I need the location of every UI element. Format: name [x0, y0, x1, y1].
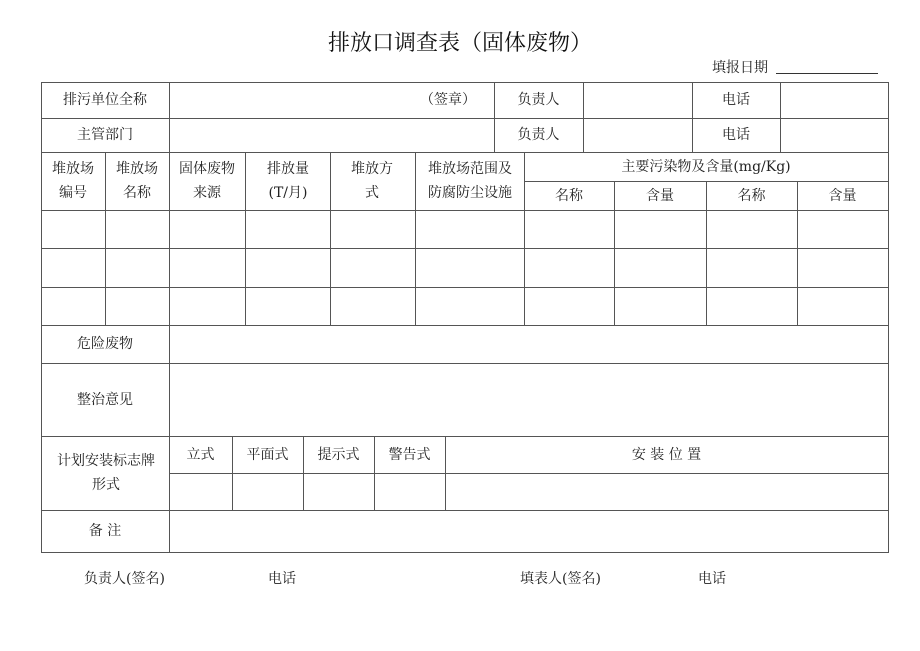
responsible-field[interactable]	[584, 83, 692, 118]
table-row[interactable]	[42, 249, 888, 287]
phone-field[interactable]	[781, 83, 888, 118]
sign-option-notice: 提示式	[317, 446, 360, 463]
col-waste-source: 固体废物来源	[179, 161, 235, 201]
col-pollutant-name-2: 名称	[737, 187, 766, 204]
department-field[interactable]	[170, 119, 494, 152]
col-main-pollutants: 主要污染物及含量(mg/Kg)	[621, 158, 791, 175]
phone-label-2: 电话	[722, 127, 750, 143]
sign-plan-label: 计划安装标志牌形式	[57, 453, 155, 493]
footer-responsible-sign: 负责人(签名)	[84, 571, 165, 587]
col-discharge-amount: 排放量(T/月)	[267, 161, 309, 201]
col-pollutant-content-2: 含量	[828, 187, 857, 204]
install-location-field[interactable]	[446, 474, 888, 510]
phone-label: 电话	[722, 92, 750, 108]
responsible-label-2: 负责人	[517, 127, 560, 143]
footer-phone: 电话	[268, 571, 296, 587]
responsible-field-2[interactable]	[584, 119, 692, 152]
sign-option-vertical: 立式	[186, 446, 215, 463]
department-label: 主管部门	[77, 127, 133, 143]
col-pollutant-content-1: 含量	[646, 187, 674, 204]
unit-full-name-field[interactable]	[170, 83, 420, 118]
footer-filler-sign: 填表人(签名)	[520, 571, 601, 587]
col-pollutant-name-1: 名称	[555, 187, 583, 204]
sign-option-vertical-field[interactable]	[170, 474, 232, 510]
fill-date-label: 填报日期	[712, 60, 768, 76]
col-site-no: 堆放场编号	[52, 161, 94, 201]
table-row[interactable]	[42, 211, 888, 248]
remarks-label: 备 注	[88, 523, 122, 539]
hazardous-waste-label: 危险废物	[77, 336, 133, 352]
col-pile-method: 堆放方式	[351, 161, 393, 201]
responsible-label: 负责人	[517, 92, 560, 108]
sign-option-notice-field[interactable]	[304, 474, 374, 510]
footer-phone-2: 电话	[698, 571, 726, 587]
seal-label: （签章）	[420, 92, 476, 108]
sign-option-warning: 警告式	[388, 446, 431, 463]
sign-option-warning-field[interactable]	[375, 474, 445, 510]
remarks-field[interactable]	[170, 511, 888, 552]
unit-full-name-label: 排污单位全称	[63, 92, 147, 108]
rectification-field[interactable]	[170, 364, 888, 436]
phone-field-2[interactable]	[781, 119, 888, 152]
table-row[interactable]	[42, 288, 888, 325]
install-location-label: 安 装 位 置	[631, 446, 702, 463]
sign-option-flat: 平面式	[246, 446, 289, 463]
form-title: 排放口调查表（固体废物）	[327, 31, 592, 56]
col-site-name: 堆放场名称	[116, 161, 158, 201]
col-site-facilities: 堆放场范围及防腐防尘设施	[428, 161, 512, 201]
sign-option-flat-field[interactable]	[233, 474, 303, 510]
fill-date-field[interactable]	[776, 73, 878, 74]
rectification-label: 整治意见	[77, 391, 133, 408]
hazardous-waste-field[interactable]	[170, 326, 888, 363]
